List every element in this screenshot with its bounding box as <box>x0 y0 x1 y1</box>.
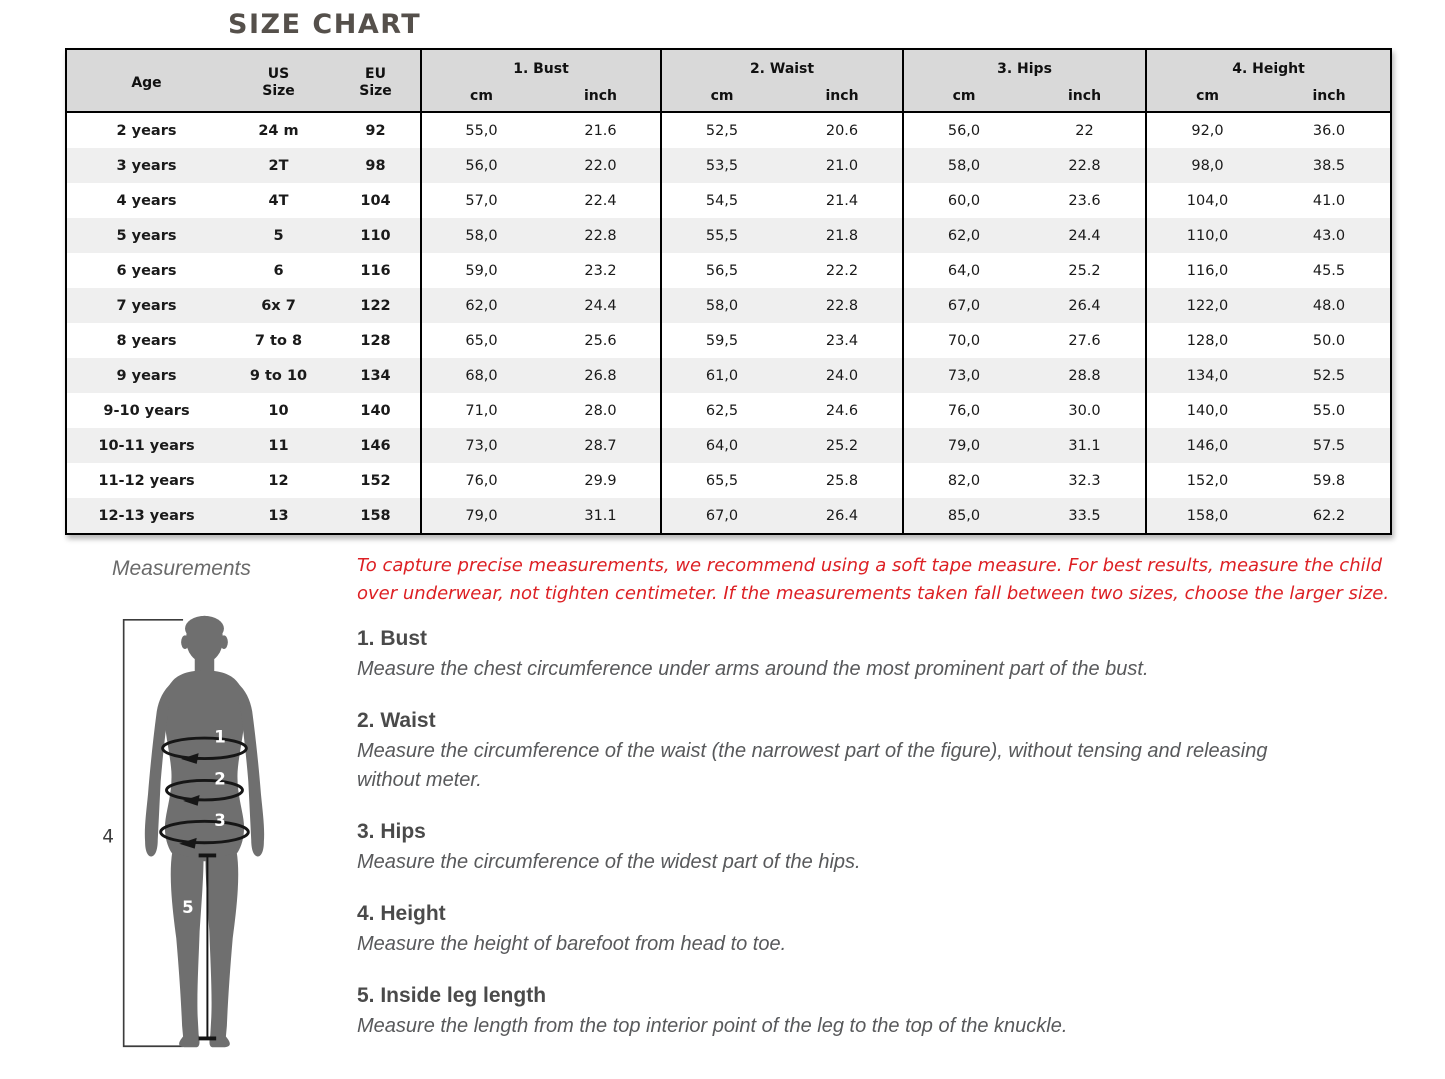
cell-bust-cm: 57,0 <box>421 183 541 218</box>
header-us-size: US Size <box>226 49 331 112</box>
cell-hips-cm: 79,0 <box>903 428 1024 463</box>
cell-bust-cm: 65,0 <box>421 323 541 358</box>
instruction-heading: 5. Inside leg length <box>357 984 547 1007</box>
cell-hips-cm: 70,0 <box>903 323 1024 358</box>
body-silhouette-diagram <box>88 612 283 1055</box>
cell-us-size: 11 <box>226 428 331 463</box>
cell-hips-inch: 23.6 <box>1068 192 1101 209</box>
cell-hips-inch: 24.4 <box>1024 218 1146 253</box>
cell-height-inch: 41.0 <box>1312 192 1346 209</box>
bust-number-label: 1 <box>214 727 226 747</box>
cell-height-cm: 140,0 <box>1146 393 1268 428</box>
cell-bust-inch: 23.2 <box>584 262 617 279</box>
cell-eu-size: 140 <box>360 402 391 419</box>
measurements-label: Measurements <box>112 557 251 580</box>
cell-waist-inch: 26.4 <box>782 498 903 534</box>
cell-height-cm: 158,0 <box>1146 498 1268 534</box>
cell-height-cm: 134,0 <box>1146 358 1268 393</box>
cell-bust-cm: 71,0 <box>421 393 541 428</box>
instruction-heading: 4. Height <box>357 902 446 925</box>
cell-bust-inch: 28.7 <box>541 428 661 463</box>
cell-bust-cm: 79,0 <box>421 498 541 534</box>
cell-us-size: 7 to 8 <box>254 332 303 349</box>
cell-bust-cm: 55,0 <box>421 112 541 148</box>
cell-bust-inch: 22.4 <box>584 192 617 209</box>
instruction-heading: 2. Waist <box>357 709 436 732</box>
page-title: SIZE CHART <box>228 9 422 40</box>
cell-hips-cm: 60,0 <box>903 183 1024 218</box>
instruction-body: Measure the circumference of the waist (the narrowest part of the figure), without tensing and releasing without meter. <box>357 740 1268 791</box>
cell-height-cm: 122,0 <box>1146 288 1268 323</box>
cell-bust-cm: 59,0 <box>421 253 541 288</box>
measurement-note <box>357 552 1417 608</box>
header-hips: 3. Hips <box>903 49 1146 84</box>
cell-hips-inch: 31.1 <box>1024 428 1146 463</box>
cell-bust-cm: 62,0 <box>421 288 541 323</box>
table-row <box>66 498 1391 534</box>
height-label: 4 <box>102 826 115 848</box>
cell-bust-inch: 24.4 <box>541 288 661 323</box>
cell-age: 9 years <box>66 358 226 393</box>
cell-height-inch: 59.8 <box>1312 472 1346 489</box>
cell-waist-inch: 22.2 <box>825 262 859 279</box>
cell-height-inch: 55.0 <box>1312 402 1346 419</box>
cell-hips-cm: 67,0 <box>903 288 1024 323</box>
header-bust-inch: inch <box>541 84 661 112</box>
cell-age: 10-11 years <box>66 428 226 463</box>
cell-eu-size: 152 <box>360 472 391 489</box>
header-waist: 2. Waist <box>661 49 903 84</box>
instruction-section <box>357 626 1307 684</box>
cell-height-inch: 38.5 <box>1268 148 1391 183</box>
size-table-container <box>65 48 1392 535</box>
header-hips-inch: inch <box>1024 84 1146 112</box>
cell-waist-inch: 22.8 <box>782 288 903 323</box>
table-row <box>66 112 1391 148</box>
cell-hips-inch: 25.2 <box>1068 262 1101 279</box>
cell-hips-cm: 58,0 <box>903 148 1024 183</box>
table-row <box>66 358 1391 393</box>
header-hips-cm: cm <box>903 84 1024 112</box>
cell-height-inch: 50.0 <box>1312 332 1346 349</box>
cell-hips-inch: 22.8 <box>1024 148 1146 183</box>
cell-bust-inch: 21.6 <box>584 122 617 139</box>
table-body <box>66 112 1391 534</box>
cell-hips-inch: 33.5 <box>1024 498 1146 534</box>
cell-age: 8 years <box>116 332 177 349</box>
hips-number-label: 3 <box>214 811 226 831</box>
size-table <box>65 48 1392 535</box>
cell-waist-cm: 54,5 <box>661 183 782 218</box>
cell-height-inch: 52.5 <box>1268 358 1391 393</box>
cell-waist-cm: 62,5 <box>661 393 782 428</box>
header-height: 4. Height <box>1146 49 1391 84</box>
cell-height-cm: 152,0 <box>1146 463 1268 498</box>
instruction-heading: 1. Bust <box>357 627 428 650</box>
cell-waist-cm: 64,0 <box>661 428 782 463</box>
cell-hips-cm: 73,0 <box>903 358 1024 393</box>
cell-waist-inch: 23.4 <box>825 332 859 349</box>
header-waist-cm: cm <box>661 84 782 112</box>
cell-bust-inch: 22.8 <box>541 218 661 253</box>
cell-hips-cm: 76,0 <box>903 393 1024 428</box>
cell-us-size: 2T <box>226 148 331 183</box>
cell-bust-inch: 26.8 <box>541 358 661 393</box>
cell-eu-size: 110 <box>331 218 421 253</box>
cell-bust-cm: 68,0 <box>421 358 541 393</box>
cell-waist-inch: 21.8 <box>782 218 903 253</box>
cell-us-size: 13 <box>226 498 331 534</box>
cell-hips-cm: 82,0 <box>903 463 1024 498</box>
cell-eu-size: 104 <box>360 192 391 209</box>
cell-height-inch: 45.5 <box>1312 262 1346 279</box>
instruction-section <box>357 819 1307 877</box>
cell-bust-inch: 22.0 <box>541 148 661 183</box>
cell-age: 11-12 years <box>98 472 195 489</box>
instruction-body: Measure the height of barefoot from head to toe. <box>357 933 787 955</box>
cell-waist-cm: 58,0 <box>661 288 782 323</box>
cell-bust-inch: 31.1 <box>541 498 661 534</box>
header-waist-inch: inch <box>782 84 903 112</box>
cell-hips-inch: 32.3 <box>1068 472 1101 489</box>
cell-age: 12-13 years <box>66 498 226 534</box>
cell-age: 7 years <box>66 288 226 323</box>
cell-waist-cm: 61,0 <box>661 358 782 393</box>
header-height-inch: inch <box>1268 84 1391 112</box>
table-header <box>66 49 1391 112</box>
cell-hips-cm: 56,0 <box>903 112 1024 148</box>
cell-bust-cm: 56,0 <box>421 148 541 183</box>
inseam-number-label: 5 <box>182 897 194 917</box>
table-row <box>66 428 1391 463</box>
cell-age: 2 years <box>116 122 177 139</box>
cell-height-cm: 110,0 <box>1146 218 1268 253</box>
cell-waist-inch: 20.6 <box>825 122 859 139</box>
measurement-instructions <box>357 626 1307 1065</box>
cell-us-size: 10 <box>268 402 289 419</box>
cell-age: 5 years <box>66 218 226 253</box>
cell-hips-cm: 64,0 <box>903 253 1024 288</box>
cell-eu-size: 98 <box>331 148 421 183</box>
note-line-2: over underwear, not tighten centimeter. If the measurements taken fall between two sizes, choose the larger size. <box>357 583 1390 604</box>
table-row <box>66 323 1391 358</box>
cell-hips-cm: 85,0 <box>903 498 1024 534</box>
header-eu-size: EU Size <box>331 49 421 112</box>
cell-waist-inch: 21.0 <box>782 148 903 183</box>
cell-us-size: 9 to 10 <box>226 358 331 393</box>
cell-eu-size: 92 <box>365 122 386 139</box>
cell-waist-cm: 55,5 <box>661 218 782 253</box>
table-row <box>66 218 1391 253</box>
instruction-body: Measure the chest circumference under arms around the most prominent part of the bust. <box>357 658 1149 680</box>
cell-us-size: 5 <box>226 218 331 253</box>
cell-eu-size: 122 <box>331 288 421 323</box>
cell-age: 4 years <box>116 192 177 209</box>
table-row <box>66 183 1391 218</box>
cell-eu-size: 116 <box>360 262 391 279</box>
cell-height-cm: 92,0 <box>1146 112 1268 148</box>
table-row <box>66 148 1391 183</box>
cell-bust-cm: 58,0 <box>421 218 541 253</box>
cell-eu-size: 134 <box>331 358 421 393</box>
cell-height-cm: 104,0 <box>1146 183 1268 218</box>
cell-us-size: 6x 7 <box>226 288 331 323</box>
cell-us-size: 4T <box>268 192 289 209</box>
cell-eu-size: 158 <box>331 498 421 534</box>
header-height-cm: cm <box>1146 84 1268 112</box>
human-silhouette <box>145 616 264 1047</box>
cell-waist-cm: 53,5 <box>661 148 782 183</box>
instruction-body: Measure the circumference of the widest part of the hips. <box>357 851 861 873</box>
cell-hips-inch: 22 <box>1075 122 1094 139</box>
table-row <box>66 253 1391 288</box>
cell-bust-inch: 25.6 <box>584 332 617 349</box>
cell-waist-cm: 56,5 <box>661 253 782 288</box>
cell-height-inch: 62.2 <box>1268 498 1391 534</box>
instruction-section <box>357 901 1307 959</box>
cell-age: 6 years <box>116 262 177 279</box>
header-bust: 1. Bust <box>421 49 661 84</box>
header-age: Age <box>66 49 226 112</box>
cell-waist-cm: 65,5 <box>661 463 782 498</box>
cell-height-inch: 48.0 <box>1268 288 1391 323</box>
cell-waist-cm: 52,5 <box>661 112 782 148</box>
cell-waist-cm: 59,5 <box>661 323 782 358</box>
cell-bust-inch: 29.9 <box>584 472 617 489</box>
cell-height-cm: 98,0 <box>1146 148 1268 183</box>
cell-us-size: 24 m <box>258 122 299 139</box>
cell-height-cm: 128,0 <box>1146 323 1268 358</box>
cell-bust-inch: 28.0 <box>584 402 617 419</box>
cell-age: 9-10 years <box>103 402 190 419</box>
cell-us-size: 12 <box>268 472 289 489</box>
cell-eu-size: 146 <box>331 428 421 463</box>
instruction-heading: 3. Hips <box>357 820 426 843</box>
cell-hips-inch: 26.4 <box>1024 288 1146 323</box>
cell-height-cm: 116,0 <box>1146 253 1268 288</box>
body-measurement-figure <box>88 612 283 1057</box>
cell-waist-inch: 24.0 <box>782 358 903 393</box>
waist-number-label: 2 <box>214 769 226 789</box>
table-row <box>66 288 1391 323</box>
cell-waist-inch: 21.4 <box>825 192 859 209</box>
cell-waist-inch: 25.8 <box>825 472 859 489</box>
cell-waist-cm: 67,0 <box>661 498 782 534</box>
cell-waist-inch: 24.6 <box>825 402 859 419</box>
cell-height-cm: 146,0 <box>1146 428 1268 463</box>
cell-hips-cm: 62,0 <box>903 218 1024 253</box>
instruction-section <box>357 708 1307 795</box>
header-bust-cm: cm <box>421 84 541 112</box>
table-row <box>66 463 1391 498</box>
cell-bust-cm: 73,0 <box>421 428 541 463</box>
instruction-section <box>357 983 1307 1041</box>
cell-height-inch: 43.0 <box>1268 218 1391 253</box>
cell-height-inch: 57.5 <box>1268 428 1391 463</box>
table-row <box>66 393 1391 428</box>
cell-us-size: 6 <box>273 262 284 279</box>
instruction-body: Measure the length from the top interior point of the leg to the top of the knuckle. <box>357 1015 1068 1037</box>
note-line-1: To capture precise measurements, we recommend using a soft tape measure. For best results, measure the child <box>357 555 1383 576</box>
cell-height-inch: 36.0 <box>1312 122 1346 139</box>
cell-age: 3 years <box>66 148 226 183</box>
cell-hips-inch: 28.8 <box>1024 358 1146 393</box>
cell-waist-inch: 25.2 <box>782 428 903 463</box>
cell-bust-cm: 76,0 <box>421 463 541 498</box>
cell-hips-inch: 27.6 <box>1068 332 1101 349</box>
cell-hips-inch: 30.0 <box>1068 402 1101 419</box>
cell-eu-size: 128 <box>360 332 391 349</box>
